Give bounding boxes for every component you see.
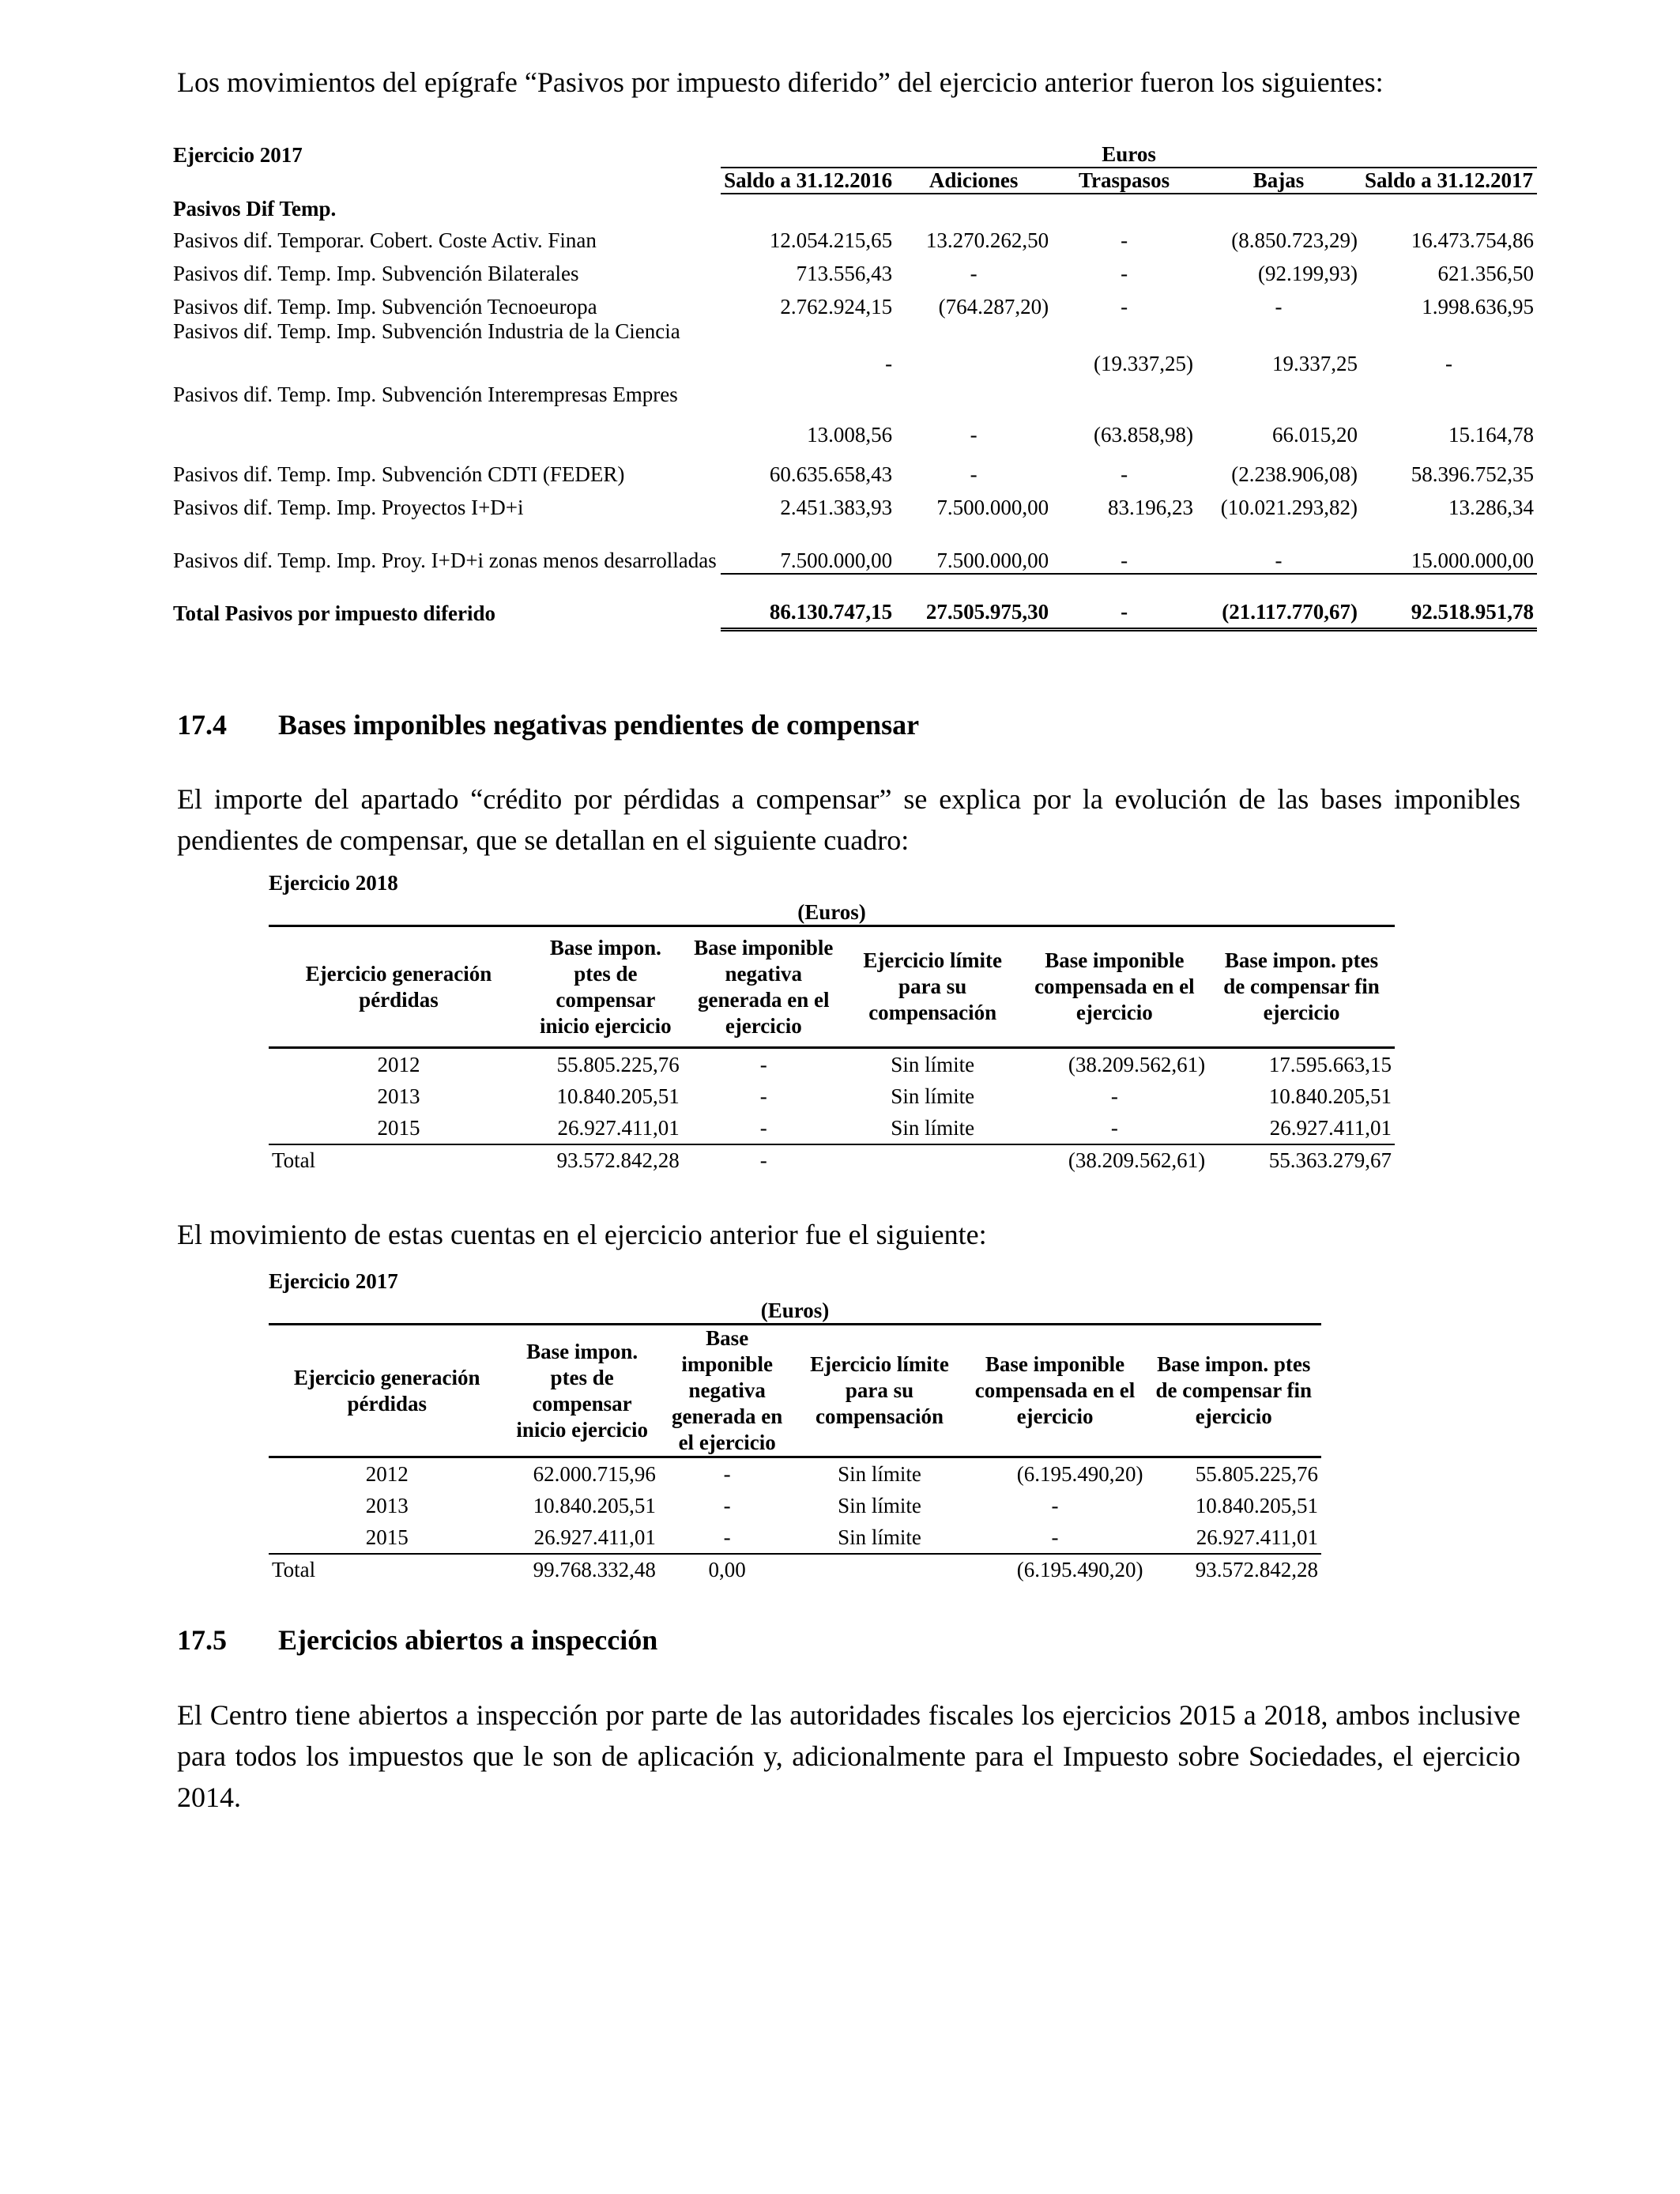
section-heading-17-4: 17.4 Bases imponibles negativas pendientes de compensar: [177, 709, 920, 741]
table-row: 2012 62.000.715,96 - Sin límite (6.195.490,20) 55.805.225,76: [365, 1462, 1318, 1486]
table-row: Pasivos dif. Temp. Imp. Subvención Interempresas Empres 13.008,56 - (63.858,98) 66.015,20 15.164,78: [173, 383, 1534, 447]
deferred-tax-liabilities-table: [170, 142, 1537, 631]
currency-header: Euros: [721, 142, 1537, 168]
column-header: Base imponible negativa generada en el ejercicio: [659, 1325, 796, 1457]
column-header: Bajas: [1196, 168, 1361, 194]
table-row: 2013 10.840.205,51 - Sin límite - 10.840.205,51: [365, 1494, 1318, 1517]
tax-base-table-2018: [269, 871, 1395, 1175]
total-row: Total 99.768.332,48 0,00 (6.195.490,20) 93.572.842,28: [269, 1554, 1321, 1585]
section-label: Pasivos Dif Temp.: [173, 197, 337, 221]
table-row: Pasivos dif. Temp. Imp. Subvención Industria de la Ciencia - (19.337,25) 19.337,25 -: [173, 319, 1452, 375]
tax-base-table-2017: [269, 1269, 1321, 1585]
section-17-4-paragraph: El importe del apartado “crédito por pérdidas a compensar” se explica por la evolución de las bases imponibles pendientes de compensar, que se detallan en el siguiente cuadro:: [177, 783, 1520, 856]
total-row: Total Pasivos por impuesto diferido 86.130.747,15 27.505.975,30 - (21.117.770,67) 92.518.951,78: [170, 574, 1537, 629]
column-header: Base imponible compensada en el ejercicio: [1021, 926, 1208, 1048]
column-header: Saldo a 31.12.2016: [721, 168, 895, 194]
column-header: Ejercicio generación pérdidas: [269, 1325, 505, 1457]
table-row: Pasivos dif. Temp. Imp. Subvención Tecnoeuropa 2.762.924,15 (764.287,20) - - 1.998.636,95: [173, 295, 1534, 319]
column-header: Traspasos: [1052, 168, 1196, 194]
column-header: Base impon. ptes de compensar fin ejercicio: [1146, 1325, 1321, 1457]
previous-year-paragraph: El movimiento de estas cuentas en el ejercicio anterior fue el siguiente:: [177, 1219, 987, 1250]
table-caption: Ejercicio 2017: [269, 1269, 398, 1293]
column-header: Adiciones: [895, 168, 1052, 194]
table-row: Pasivos dif. Temp. Imp. Subvención CDTI (FEDER) 60.635.658,43 - - (2.238.906,08) 58.396.752,35: [173, 462, 1534, 486]
table-row: 2012 55.805.225,76 - Sin límite (38.209.562,61) 17.595.663,15: [377, 1053, 1392, 1076]
table-row: Pasivos dif. Temporar. Cobert. Coste Activ. Finan 12.054.215,65 13.270.262,50 - (8.850.723,29) 16.473.754,86: [173, 228, 1534, 252]
column-header: Ejercicio límite para su compensación: [795, 1325, 963, 1457]
column-header: Ejercicio límite para su compensación: [845, 926, 1021, 1048]
section-17-5-paragraph: El Centro tiene abiertos a inspección por parte de las autoridades fiscales los ejercicios 2015 a 2018, ambos inclusive para todos los impuestos que le son de aplicación y, adicionalmente para el Impuesto sobre Sociedades, el ejercicio 2014.: [177, 1699, 1520, 1813]
table-row: Pasivos dif. Temp. Imp. Proy. I+D+i zonas menos desarrolladas 7.500.000,00 7.500.000,00 - - 15.000.000,00: [173, 548, 1534, 572]
currency-header: (Euros): [760, 1299, 830, 1322]
column-header: Saldo a 31.12.2017: [1361, 168, 1537, 194]
column-header: Base impon. ptes de compensar inicio ejercicio: [529, 926, 683, 1048]
column-header: Base impon. ptes de compensar inicio ejercicio: [505, 1325, 658, 1457]
table-row: 2015 26.927.411,01 - Sin límite - 26.927.411,01: [365, 1525, 1318, 1549]
table-row: Pasivos dif. Temp. Imp. Proyectos I+D+i 2.451.383,93 7.500.000,00 83.196,23 (10.021.293,82) 13.286,34: [173, 496, 1534, 519]
section-heading-17-5: 17.5 Ejercicios abiertos a inspección: [177, 1624, 658, 1656]
column-header: Base impon. ptes de compensar fin ejercicio: [1208, 926, 1395, 1048]
column-header: Base imponible compensada en el ejercicio: [964, 1325, 1147, 1457]
table-caption: Ejercicio 2018: [269, 871, 398, 895]
table-caption: Ejercicio 2017: [173, 143, 303, 167]
column-header: Ejercicio generación pérdidas: [269, 926, 529, 1048]
table-row: 2013 10.840.205,51 - Sin límite - 10.840.205,51: [377, 1084, 1392, 1108]
intro-paragraph: Los movimientos del epígrafe “Pasivos por impuesto diferido” del ejercicio anterior fueron los siguientes:: [177, 66, 1384, 98]
table-row: Pasivos dif. Temp. Imp. Subvención Bilaterales 713.556,43 - - (92.199,93) 621.356,50: [173, 262, 1534, 285]
total-row: Total 93.572.842,28 - (38.209.562,61) 55.363.279,67: [269, 1144, 1395, 1175]
currency-header: (Euros): [797, 900, 866, 924]
table-row: 2015 26.927.411,01 - Sin límite - 26.927.411,01: [377, 1116, 1392, 1140]
column-header: Base imponible negativa generada en el ejercicio: [683, 926, 845, 1048]
